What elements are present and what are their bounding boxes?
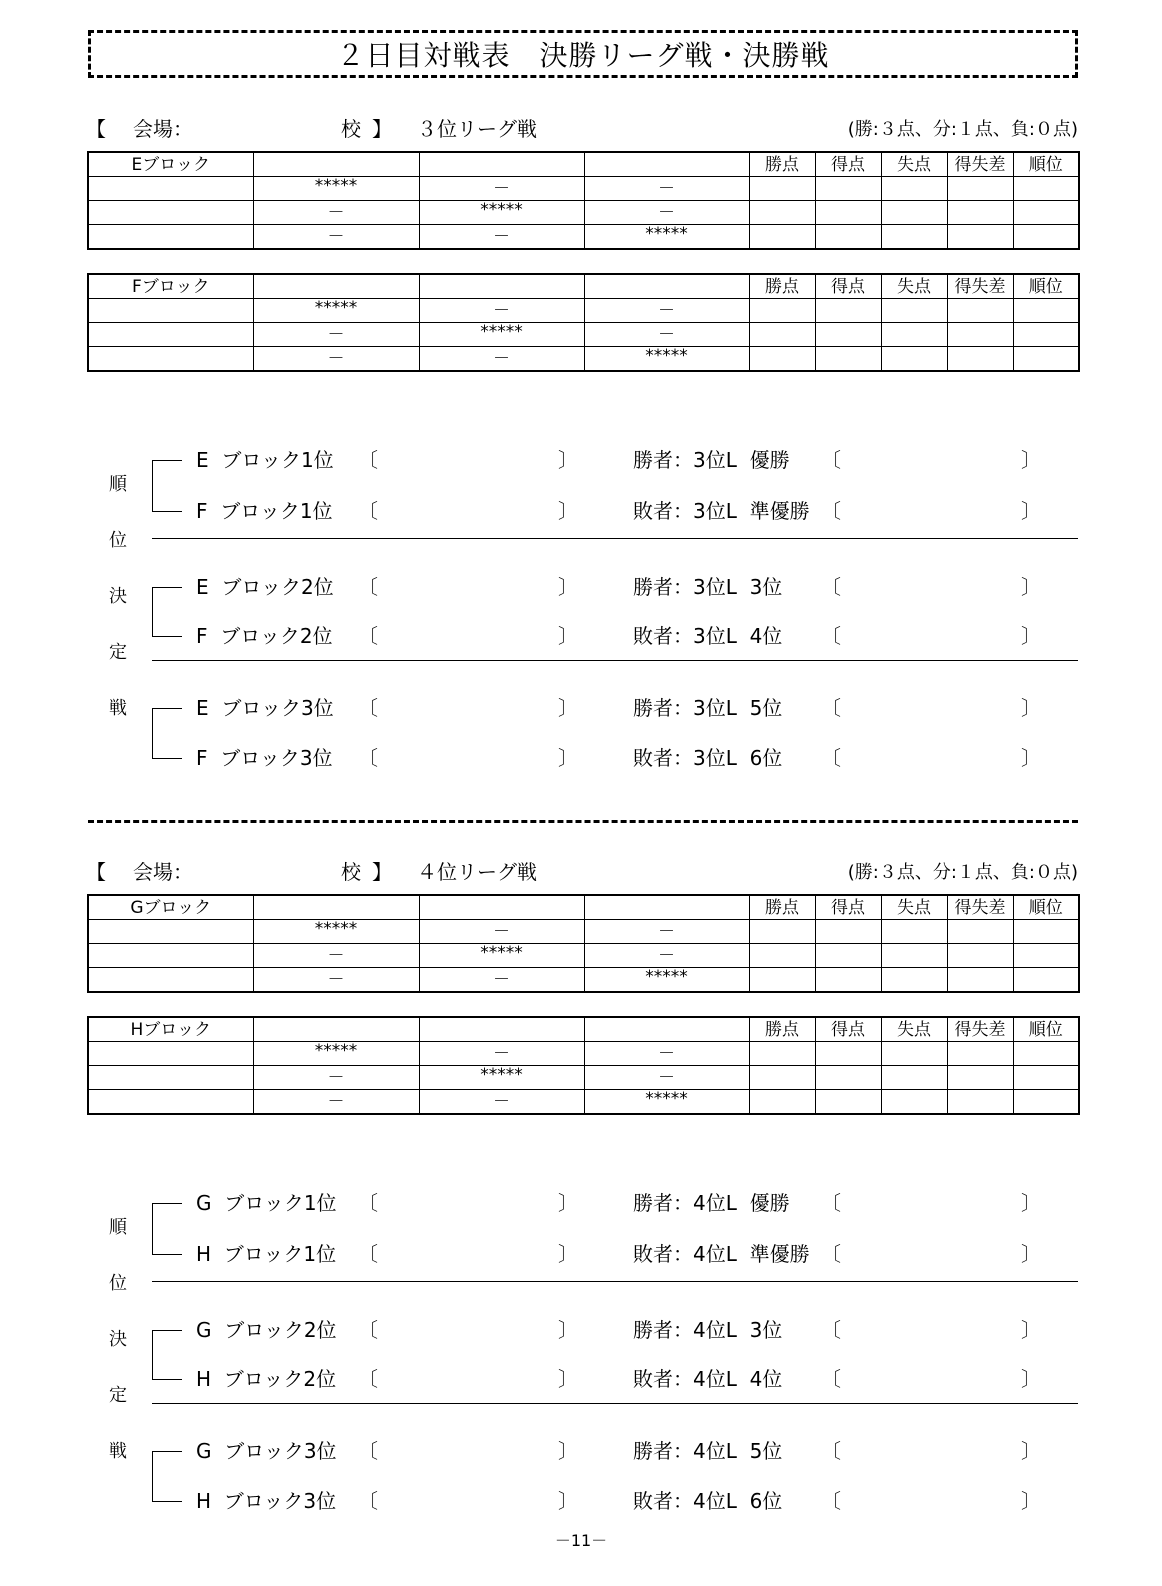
venue-label: 会場： bbox=[133, 117, 193, 141]
table-row bbox=[88, 968, 1079, 993]
self-match-cell: ***** bbox=[419, 1066, 584, 1090]
stat-header: 順位 bbox=[1013, 1017, 1079, 1042]
stat-header: 勝点 bbox=[749, 152, 815, 177]
match-result-label: 勝者：3位L 5位 bbox=[633, 696, 783, 720]
stat-cell bbox=[881, 1066, 947, 1090]
team-name-cell bbox=[88, 968, 253, 993]
bracket-open: 〔 bbox=[821, 696, 841, 720]
stat-cell bbox=[947, 1042, 1013, 1066]
table-row bbox=[88, 299, 1079, 323]
stat-cell bbox=[815, 299, 881, 323]
bracket-close: 〕 bbox=[558, 624, 578, 648]
block-table bbox=[87, 894, 1080, 993]
stat-cell bbox=[815, 968, 881, 993]
match-team: H ブロック3位 bbox=[196, 1489, 337, 1513]
match-cell: － bbox=[419, 347, 584, 372]
bracket-open: 〔 bbox=[358, 746, 378, 770]
vertical-label-char: 順 bbox=[109, 1217, 127, 1238]
match-cell: － bbox=[584, 1042, 749, 1066]
match-cell: － bbox=[584, 177, 749, 201]
match-cell: － bbox=[253, 1090, 419, 1115]
stat-cell bbox=[881, 177, 947, 201]
match-cell: － bbox=[584, 920, 749, 944]
venue-close-bracket: 】 bbox=[372, 860, 392, 884]
match-team: G ブロック3位 bbox=[196, 1439, 337, 1463]
stat-cell bbox=[749, 920, 815, 944]
group-separator bbox=[152, 660, 1078, 661]
match-cell: － bbox=[584, 201, 749, 225]
stat-cell bbox=[881, 1042, 947, 1066]
match-team: F ブロック1位 bbox=[196, 499, 333, 523]
bracket-open: 〔 bbox=[821, 448, 841, 472]
bracket-open: 〔 bbox=[358, 499, 378, 523]
stat-cell bbox=[947, 177, 1013, 201]
match-cell: － bbox=[584, 299, 749, 323]
self-match-cell: ***** bbox=[419, 323, 584, 347]
match-result-label: 勝者：3位L 優勝 bbox=[633, 448, 790, 472]
match-team: F ブロック3位 bbox=[196, 746, 333, 770]
stat-header: 得失差 bbox=[947, 895, 1013, 920]
stat-cell bbox=[749, 225, 815, 250]
stat-cell bbox=[881, 225, 947, 250]
team-name-cell bbox=[88, 920, 253, 944]
team-name-cell bbox=[88, 323, 253, 347]
group-separator bbox=[152, 1403, 1078, 1404]
bracket-close: 〕 bbox=[1021, 624, 1041, 648]
match-cell: － bbox=[419, 920, 584, 944]
self-match-cell: ***** bbox=[584, 225, 749, 250]
match-team: F ブロック2位 bbox=[196, 624, 333, 648]
self-match-cell: ***** bbox=[584, 1090, 749, 1115]
bracket-line bbox=[152, 1501, 182, 1502]
team-header-cell bbox=[419, 152, 584, 177]
bracket-close: 〕 bbox=[558, 575, 578, 599]
stat-header: 得失差 bbox=[947, 1017, 1013, 1042]
match-cell: － bbox=[253, 225, 419, 250]
venue-open-bracket: 【 bbox=[86, 117, 106, 141]
self-match-cell: ***** bbox=[253, 920, 419, 944]
stat-cell bbox=[1013, 225, 1079, 250]
match-team: E ブロック2位 bbox=[196, 575, 334, 599]
self-match-cell: ***** bbox=[253, 1042, 419, 1066]
stat-cell bbox=[881, 299, 947, 323]
bracket-close: 〕 bbox=[558, 1489, 578, 1513]
stat-cell bbox=[881, 968, 947, 993]
match-cell: － bbox=[584, 323, 749, 347]
stat-cell bbox=[749, 347, 815, 372]
team-header-cell bbox=[253, 1017, 419, 1042]
match-team: G ブロック2位 bbox=[196, 1318, 337, 1342]
table-row bbox=[88, 944, 1079, 968]
match-result-label: 敗者：3位L 準優勝 bbox=[633, 499, 810, 523]
self-match-cell: ***** bbox=[253, 299, 419, 323]
stat-cell bbox=[881, 920, 947, 944]
venue-close-bracket: 】 bbox=[372, 117, 392, 141]
bracket-line bbox=[152, 708, 182, 709]
table-row bbox=[88, 201, 1079, 225]
bracket-close: 〕 bbox=[1021, 1439, 1041, 1463]
bracket-close: 〕 bbox=[558, 499, 578, 523]
block-table bbox=[87, 151, 1080, 250]
bracket-close: 〕 bbox=[1021, 696, 1041, 720]
team-name-cell bbox=[88, 1066, 253, 1090]
vertical-label-char: 決 bbox=[109, 1329, 127, 1350]
match-cell: － bbox=[419, 1090, 584, 1115]
stat-cell bbox=[815, 1042, 881, 1066]
stat-cell bbox=[815, 177, 881, 201]
stat-cell bbox=[815, 201, 881, 225]
block-name: Gブロック bbox=[88, 895, 253, 920]
stat-cell bbox=[1013, 1042, 1079, 1066]
vertical-label-char: 位 bbox=[109, 1273, 127, 1294]
team-header-cell bbox=[584, 895, 749, 920]
bracket-open: 〔 bbox=[821, 1489, 841, 1513]
stat-header: 失点 bbox=[881, 895, 947, 920]
group-separator bbox=[152, 538, 1078, 539]
bracket-line bbox=[152, 1203, 153, 1254]
bracket-open: 〔 bbox=[821, 1318, 841, 1342]
bracket-line bbox=[152, 1203, 182, 1204]
bracket-close: 〕 bbox=[558, 1191, 578, 1215]
vertical-label-char: 決 bbox=[109, 586, 127, 607]
stat-cell bbox=[947, 299, 1013, 323]
bracket-open: 〔 bbox=[358, 624, 378, 648]
match-cell: － bbox=[253, 968, 419, 993]
stat-header: 得点 bbox=[815, 152, 881, 177]
match-cell: － bbox=[419, 299, 584, 323]
bracket-open: 〔 bbox=[358, 1439, 378, 1463]
stat-cell bbox=[815, 1090, 881, 1115]
bracket-open: 〔 bbox=[821, 1439, 841, 1463]
vertical-label-char: 順 bbox=[109, 474, 127, 495]
stat-cell bbox=[749, 1090, 815, 1115]
venue-school: 校 bbox=[341, 860, 361, 884]
block-name: Hブロック bbox=[88, 1017, 253, 1042]
stat-cell bbox=[947, 225, 1013, 250]
match-cell: － bbox=[419, 225, 584, 250]
vertical-label-char: 戦 bbox=[109, 1441, 127, 1462]
table-row bbox=[88, 323, 1079, 347]
stat-cell bbox=[749, 944, 815, 968]
match-result-label: 敗者：4位L 準優勝 bbox=[633, 1242, 810, 1266]
bracket-open: 〔 bbox=[821, 746, 841, 770]
stat-cell bbox=[815, 347, 881, 372]
table-row bbox=[88, 1090, 1079, 1115]
team-header-cell bbox=[584, 274, 749, 299]
self-match-cell: ***** bbox=[584, 347, 749, 372]
match-team: E ブロック1位 bbox=[196, 448, 334, 472]
bracket-close: 〕 bbox=[558, 1242, 578, 1266]
self-match-cell: ***** bbox=[253, 177, 419, 201]
match-cell: － bbox=[253, 944, 419, 968]
table-row bbox=[88, 347, 1079, 372]
table-row bbox=[88, 1042, 1079, 1066]
self-match-cell: ***** bbox=[584, 968, 749, 993]
bracket-line bbox=[152, 587, 182, 588]
bracket-line bbox=[152, 1254, 182, 1255]
team-name-cell bbox=[88, 944, 253, 968]
match-team: E ブロック3位 bbox=[196, 696, 334, 720]
table-row bbox=[88, 1066, 1079, 1090]
bracket-close: 〕 bbox=[1021, 1318, 1041, 1342]
stat-cell bbox=[749, 1066, 815, 1090]
vertical-label-char: 定 bbox=[109, 1385, 127, 1406]
match-result-label: 敗者：3位L 6位 bbox=[633, 746, 783, 770]
team-name-cell bbox=[88, 225, 253, 250]
bracket-close: 〕 bbox=[558, 1439, 578, 1463]
stat-header: 失点 bbox=[881, 1017, 947, 1042]
stat-cell bbox=[947, 347, 1013, 372]
team-header-cell bbox=[253, 152, 419, 177]
self-match-cell: ***** bbox=[419, 201, 584, 225]
match-cell: － bbox=[419, 968, 584, 993]
block-name: Fブロック bbox=[88, 274, 253, 299]
stat-cell bbox=[881, 201, 947, 225]
stat-cell bbox=[881, 944, 947, 968]
stat-cell bbox=[749, 177, 815, 201]
match-cell: － bbox=[253, 201, 419, 225]
header-row bbox=[88, 1017, 1079, 1042]
match-cell: － bbox=[584, 1066, 749, 1090]
bracket-open: 〔 bbox=[821, 575, 841, 599]
match-team: H ブロック1位 bbox=[196, 1242, 337, 1266]
bracket-open: 〔 bbox=[358, 1367, 378, 1391]
bracket-open: 〔 bbox=[821, 624, 841, 648]
stat-cell bbox=[815, 1066, 881, 1090]
stat-header: 順位 bbox=[1013, 152, 1079, 177]
stat-header: 勝点 bbox=[749, 895, 815, 920]
bracket-close: 〕 bbox=[558, 448, 578, 472]
team-name-cell bbox=[88, 1042, 253, 1066]
bracket-close: 〕 bbox=[1021, 1367, 1041, 1391]
bracket-open: 〔 bbox=[358, 1489, 378, 1513]
vertical-label-char: 戦 bbox=[109, 698, 127, 719]
match-team: G ブロック1位 bbox=[196, 1191, 337, 1215]
team-name-cell bbox=[88, 347, 253, 372]
table-row bbox=[88, 177, 1079, 201]
stat-cell bbox=[749, 299, 815, 323]
match-result-label: 敗者：4位L 4位 bbox=[633, 1367, 783, 1391]
stat-cell bbox=[1013, 177, 1079, 201]
stat-cell bbox=[1013, 347, 1079, 372]
stat-cell bbox=[749, 323, 815, 347]
stat-header: 失点 bbox=[881, 152, 947, 177]
stat-header: 勝点 bbox=[749, 1017, 815, 1042]
stat-header: 順位 bbox=[1013, 274, 1079, 299]
page-number: －11－ bbox=[554, 1531, 608, 1550]
block-name: Eブロック bbox=[88, 152, 253, 177]
points-rule: (勝:３点、分:１点、負:０点) bbox=[847, 862, 1078, 883]
bracket-close: 〕 bbox=[558, 746, 578, 770]
match-cell: － bbox=[419, 177, 584, 201]
bracket-open: 〔 bbox=[358, 1242, 378, 1266]
table-row bbox=[88, 920, 1079, 944]
match-result-label: 敗者：3位L 4位 bbox=[633, 624, 783, 648]
venue-open-bracket: 【 bbox=[86, 860, 106, 884]
match-result-label: 勝者：4位L 3位 bbox=[633, 1318, 783, 1342]
bracket-open: 〔 bbox=[821, 1191, 841, 1215]
bracket-line bbox=[152, 708, 153, 758]
bracket-open: 〔 bbox=[358, 448, 378, 472]
bracket-close: 〕 bbox=[558, 1318, 578, 1342]
stat-cell bbox=[749, 968, 815, 993]
match-result-label: 勝者：3位L 3位 bbox=[633, 575, 783, 599]
stat-header: 得失差 bbox=[947, 152, 1013, 177]
stat-cell bbox=[749, 201, 815, 225]
bracket-line bbox=[152, 1330, 153, 1379]
team-header-cell bbox=[253, 274, 419, 299]
bracket-line bbox=[152, 636, 182, 637]
stat-cell bbox=[881, 347, 947, 372]
match-team: H ブロック2位 bbox=[196, 1367, 337, 1391]
vertical-label-char: 定 bbox=[109, 642, 127, 663]
stat-cell bbox=[947, 323, 1013, 347]
self-match-cell: ***** bbox=[419, 944, 584, 968]
stat-cell bbox=[947, 920, 1013, 944]
stat-cell bbox=[1013, 944, 1079, 968]
team-header-cell bbox=[253, 895, 419, 920]
stat-cell bbox=[1013, 1090, 1079, 1115]
team-name-cell bbox=[88, 1090, 253, 1115]
bracket-open: 〔 bbox=[358, 696, 378, 720]
team-header-cell bbox=[419, 895, 584, 920]
header-row bbox=[88, 895, 1079, 920]
venue-school: 校 bbox=[341, 117, 361, 141]
bracket-open: 〔 bbox=[358, 1318, 378, 1342]
match-result-label: 勝者：4位L 優勝 bbox=[633, 1191, 790, 1215]
stat-header: 勝点 bbox=[749, 274, 815, 299]
team-header-cell bbox=[419, 1017, 584, 1042]
bracket-line bbox=[152, 1451, 182, 1452]
bracket-close: 〕 bbox=[1021, 575, 1041, 599]
match-cell: － bbox=[584, 944, 749, 968]
team-header-cell bbox=[584, 1017, 749, 1042]
match-cell: － bbox=[253, 1066, 419, 1090]
stat-cell bbox=[881, 1090, 947, 1115]
match-result-label: 敗者：4位L 6位 bbox=[633, 1489, 783, 1513]
bracket-open: 〔 bbox=[358, 1191, 378, 1215]
stat-cell bbox=[1013, 323, 1079, 347]
stat-header: 得失差 bbox=[947, 274, 1013, 299]
team-name-cell bbox=[88, 299, 253, 323]
stat-cell bbox=[1013, 1066, 1079, 1090]
table-row bbox=[88, 225, 1079, 250]
stat-cell bbox=[815, 225, 881, 250]
stat-cell bbox=[947, 1066, 1013, 1090]
venue-league: ４位リーグ戦 bbox=[417, 860, 537, 884]
bracket-close: 〕 bbox=[558, 696, 578, 720]
vertical-label-char: 位 bbox=[109, 530, 127, 551]
bracket-close: 〕 bbox=[1021, 448, 1041, 472]
bracket-open: 〔 bbox=[358, 575, 378, 599]
bracket-line bbox=[152, 460, 182, 461]
team-header-cell bbox=[419, 274, 584, 299]
bracket-open: 〔 bbox=[821, 1242, 841, 1266]
bracket-close: 〕 bbox=[1021, 1489, 1041, 1513]
venue-label: 会場： bbox=[133, 860, 193, 884]
match-cell: － bbox=[253, 347, 419, 372]
stat-cell bbox=[815, 920, 881, 944]
stat-header: 順位 bbox=[1013, 895, 1079, 920]
team-name-cell bbox=[88, 201, 253, 225]
bracket-line bbox=[152, 1451, 153, 1501]
header-row bbox=[88, 152, 1079, 177]
stat-cell bbox=[1013, 299, 1079, 323]
bracket-line bbox=[152, 511, 182, 512]
bracket-line bbox=[152, 460, 153, 511]
match-result-label: 勝者：4位L 5位 bbox=[633, 1439, 783, 1463]
bracket-line bbox=[152, 1330, 182, 1331]
stat-cell bbox=[1013, 920, 1079, 944]
bracket-close: 〕 bbox=[1021, 1191, 1041, 1215]
venue-league: ３位リーグ戦 bbox=[417, 117, 537, 141]
stat-header: 失点 bbox=[881, 274, 947, 299]
bracket-open: 〔 bbox=[821, 499, 841, 523]
stat-header: 得点 bbox=[815, 1017, 881, 1042]
stat-cell bbox=[749, 1042, 815, 1066]
bracket-close: 〕 bbox=[1021, 499, 1041, 523]
bracket-close: 〕 bbox=[558, 1367, 578, 1391]
stat-header: 得点 bbox=[815, 895, 881, 920]
team-name-cell bbox=[88, 177, 253, 201]
block-table bbox=[87, 273, 1080, 372]
bracket-close: 〕 bbox=[1021, 1242, 1041, 1266]
match-cell: － bbox=[419, 1042, 584, 1066]
group-separator bbox=[152, 1281, 1078, 1282]
block-table bbox=[87, 1016, 1080, 1115]
page-title: ２日目対戦表 決勝リーグ戦・決勝戦 bbox=[88, 30, 1078, 78]
stat-cell bbox=[881, 323, 947, 347]
points-rule: (勝:３点、分:１点、負:０点) bbox=[847, 119, 1078, 140]
stat-cell bbox=[815, 944, 881, 968]
bracket-line bbox=[152, 587, 153, 636]
stat-cell bbox=[1013, 201, 1079, 225]
bracket-open: 〔 bbox=[821, 1367, 841, 1391]
stat-cell bbox=[815, 323, 881, 347]
stat-header: 得点 bbox=[815, 274, 881, 299]
stat-cell bbox=[947, 1090, 1013, 1115]
bracket-close: 〕 bbox=[1021, 746, 1041, 770]
stat-cell bbox=[947, 968, 1013, 993]
bracket-line bbox=[152, 1379, 182, 1380]
stat-cell bbox=[947, 944, 1013, 968]
bracket-line bbox=[152, 758, 182, 759]
section-divider bbox=[88, 820, 1078, 823]
stat-cell bbox=[947, 201, 1013, 225]
match-cell: － bbox=[253, 323, 419, 347]
team-header-cell bbox=[584, 152, 749, 177]
stat-cell bbox=[1013, 968, 1079, 993]
header-row bbox=[88, 274, 1079, 299]
